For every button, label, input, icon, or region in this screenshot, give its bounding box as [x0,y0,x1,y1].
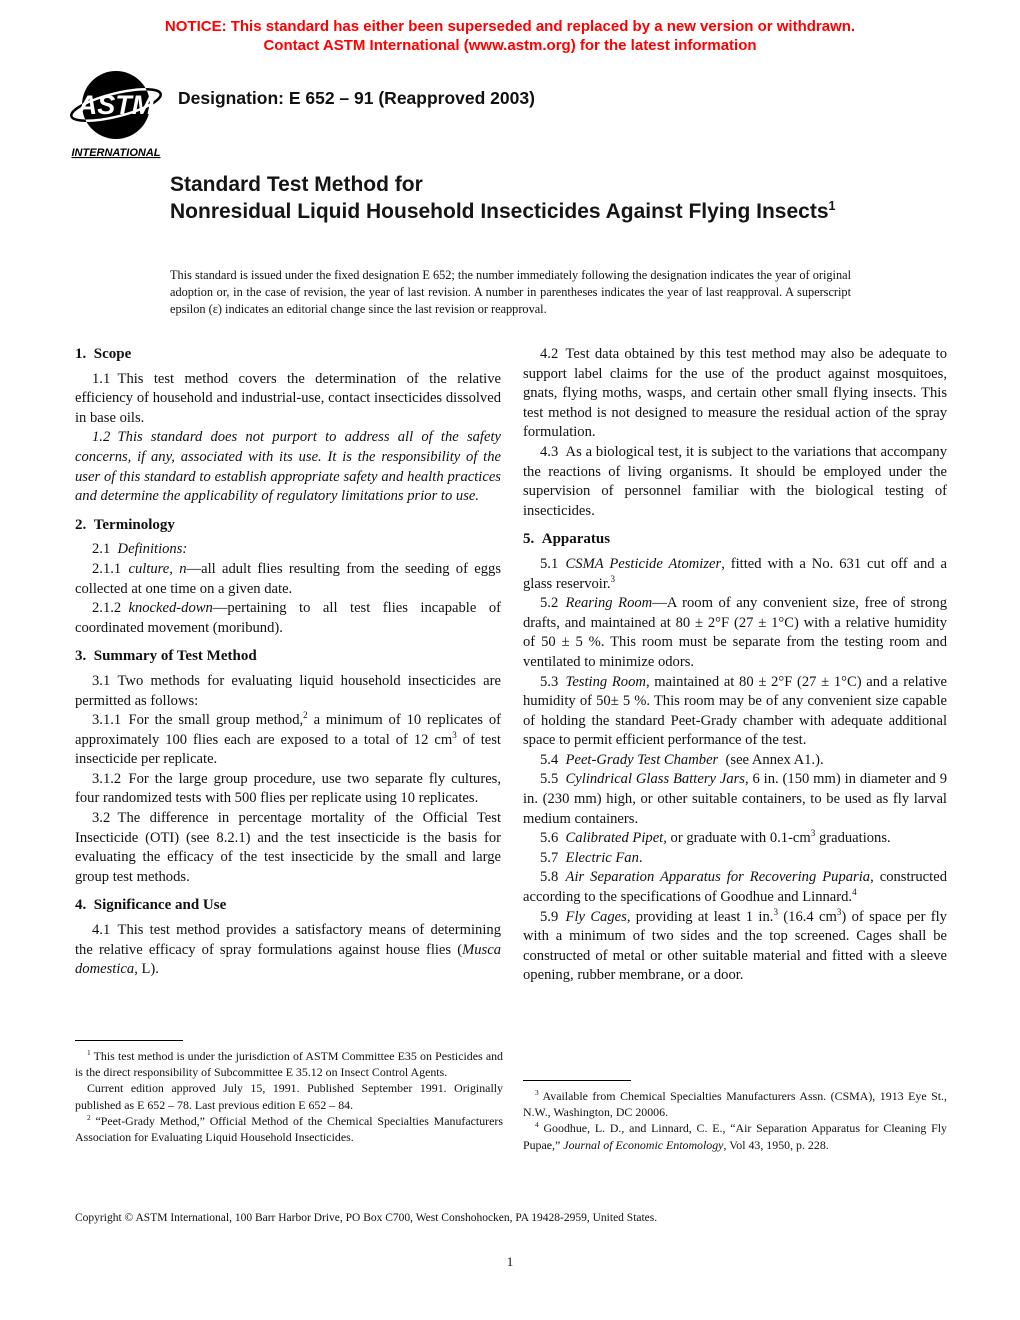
paragraph: 2.1.2 knocked-down—pertaining to all test flies incapable of coordinated movement (moribund). [75,600,501,636]
paragraph: $^1$ This test method is under the jurisdiction of ASTM Committee E35 on Pesticides and is the direct responsibility of Subcommittee E 35.12 on Insect Control Agents. [75,1048,503,1080]
paragraph: $^3$ Available from Chemical Specialties Manufacturers Assn. (CSMA), 1913 Eye St., N.W., Washington, DC 20006. [523,1088,947,1120]
section-heading: 1. Scope [75,346,132,362]
paragraph: $^4$ Goodhue, L. D., and Linnard, C. E., “Air Separation Apparatus for Cleaning Fly Pupae,” Journal of Economic Entomology, Vol 43, 1950, p. 228. [523,1120,947,1152]
right-column [523,345,947,986]
footnote-rule [75,1040,183,1041]
paragraph: 5.2 Rearing Room—A room of any convenient size, free of strong drafts, and maintained at 80 ± 2°F (27 ± 1°C) with a relative humidity of 50 ± 5 %. This room must be separate from the testing room and ventilated to minimize odors. [523,595,948,670]
notice-line1: NOTICE: This standard has either been superseded and replaced by a new version or withdrawn. [164,18,856,35]
paragraph: 5.8 Air Separation Apparatus for Recovering Puparia, constructed according to the specifications of Goodhue and Linnard.$^4$ [523,869,947,906]
paragraph: 4.1 This test method provides a satisfactory means of determining the relative efficacy of spray formulations against house flies (Musca domestica, L). [75,922,501,978]
page-number: 1 [506,1254,514,1269]
footnotes-right-body [523,1088,947,1153]
paragraph: 4.3 As a biological test, it is subject to the variations that accompany the reactions of living organisms. It should be employed under the supervision of personnel familiar with the biological testing of insecticides. [523,443,947,519]
issuing-note: This standard is issued under the fixed designation E 652; the number immediately following the designation indicates the year of original adoption or, in the case of revision, the year of last revision. A number in parentheses indicates the year of last reapproval. A superscript epsilon (ε) indicates an editorial change since the last revision or reapproval. [170,268,851,316]
paragraph: 3.1.2 For the large group procedure, use two separate fly cultures, four randomized tests with 500 flies per replicate using 10 replicates. [75,770,501,807]
paragraph: 3.1 Two methods for evaluating liquid household insecticides are permitted as follows: [75,672,501,709]
paragraph: 5.7 Electric Fan. [540,849,643,866]
designation: Designation: E 652 – 91 (Reapproved 2003) [178,88,535,108]
section-heading: 4. Significance and Use [75,897,227,914]
logo-word: ASTM [77,90,155,120]
title-block [170,171,846,225]
paragraph: 4.2 Test data obtained by this test method may also be adequate to support label claims for the use of the product against mosquitoes, gnats, flying moths, wasps, and certain other small flying insects. This test method is not designed to measure the residual action of the spray formulation. [523,346,947,441]
paragraph: 1.2 This standard does not purport to address all of the safety concerns, if any, associated with its use. It is the responsibility of the user of this standard to establish appropriate safety and health practices and determine the applicability of regulatory limitations prior to use. [75,429,501,505]
copyright-line: Copyright © ASTM International, 100 Barr Harbor Drive, PO Box C700, West Conshohocken, PA 19428-2959, United States. [75,1212,658,1224]
section-heading: 3. Summary of Test Method [75,648,257,665]
paragraph: 5.9 Fly Cages, providing at least 1 in.$^3$ (16.4 $cm^3$) of space per fly with a minimum of two sides and the top screened. Cages shall be constructed of metal or other suitable material and fitted with a sleeve opening, rubber membrane, or a door. [523,906,947,984]
page-title [170,198,846,225]
paragraph: 2.1.1 culture, n—all adult flies resulting from the seeding of eggs collected at one time on a given date. [75,560,501,597]
paragraph: 5.5 Cylindrical Glass Battery Jars, 6 in. (150 mm) in diameter and 9 in. (230 mm) high, or other suitable containers, to be used as fly larval medium containers. [523,771,947,827]
section-heading: 2. Terminology [75,516,175,533]
notice-banner [0,18,1020,55]
title-footnote-ref: 1 [828,199,836,213]
logo-subtext: INTERNATIONAL [71,147,161,159]
paragraph: 2.1 Definitions: [92,541,188,558]
paragraph: 3.1.1 For the small group method,$^2$ a minimum of 10 replicates of approximately 100 flies each are exposed to a total of 12 $cm^3$ of test insecticide per replicate. [75,710,501,768]
paragraph: 5.3 Testing Room, maintained at 80 ± 2°F (27 ± 1°C) and a relative humidity of 50± 5 %. This room may be of any convenient size capable of holding the standard Peet-Grady chamber with adequate additional space to permit efficient performance of the test. [523,673,947,749]
title-kicker: Standard Test Method for [170,173,423,196]
title-main: Nonresidual Liquid Household Insecticides Against Flying Insects [170,200,829,223]
footnotes-left [75,1040,503,1145]
notice-line2: Contact ASTM International (www.astm.org) for the latest information [263,36,757,54]
paragraph: $^2$ “Peet-Grady Method,” Official Method of the Chemical Specialties Manufacturers Association for Evaluating Liquid Household Insecticides. [75,1112,503,1145]
left-column [75,345,501,980]
paragraph: 5.4 Peet-Grady Test Chamber (see Annex A1.). [540,751,824,768]
paragraph: 3.2 The difference in percentage mortality of the Official Test Insecticide (OTI) (see 8.2.1) and the test insecticide is the basis for evaluating the efficacy of the test insecticide by the small and large group test methods. [75,810,501,885]
footnotes-right [523,1080,947,1153]
footnote-rule [523,1080,631,1081]
astm-logo-icon [68,68,164,167]
footnotes-left-body [75,1048,503,1145]
section-heading: 5. Apparatus [523,531,611,548]
paragraph: Current edition approved July 15, 1991. Published September 1991. Originally published as E 652 – 78. Last previous edition E 652 – 84. [75,1081,503,1112]
paragraph: 1.1 This test method covers the determination of the relative efficiency of household and industrial-use, contact insecticides dissolved in base oils. [75,370,501,426]
paragraph: 5.6 Calibrated Pipet, or graduate with $0.1-cm^3$ graduations. [540,828,891,847]
paragraph: 5.1 CSMA Pesticide Atomizer, fitted with a No. 631 cut off and a glass reservoir.$^3$ [523,555,947,592]
